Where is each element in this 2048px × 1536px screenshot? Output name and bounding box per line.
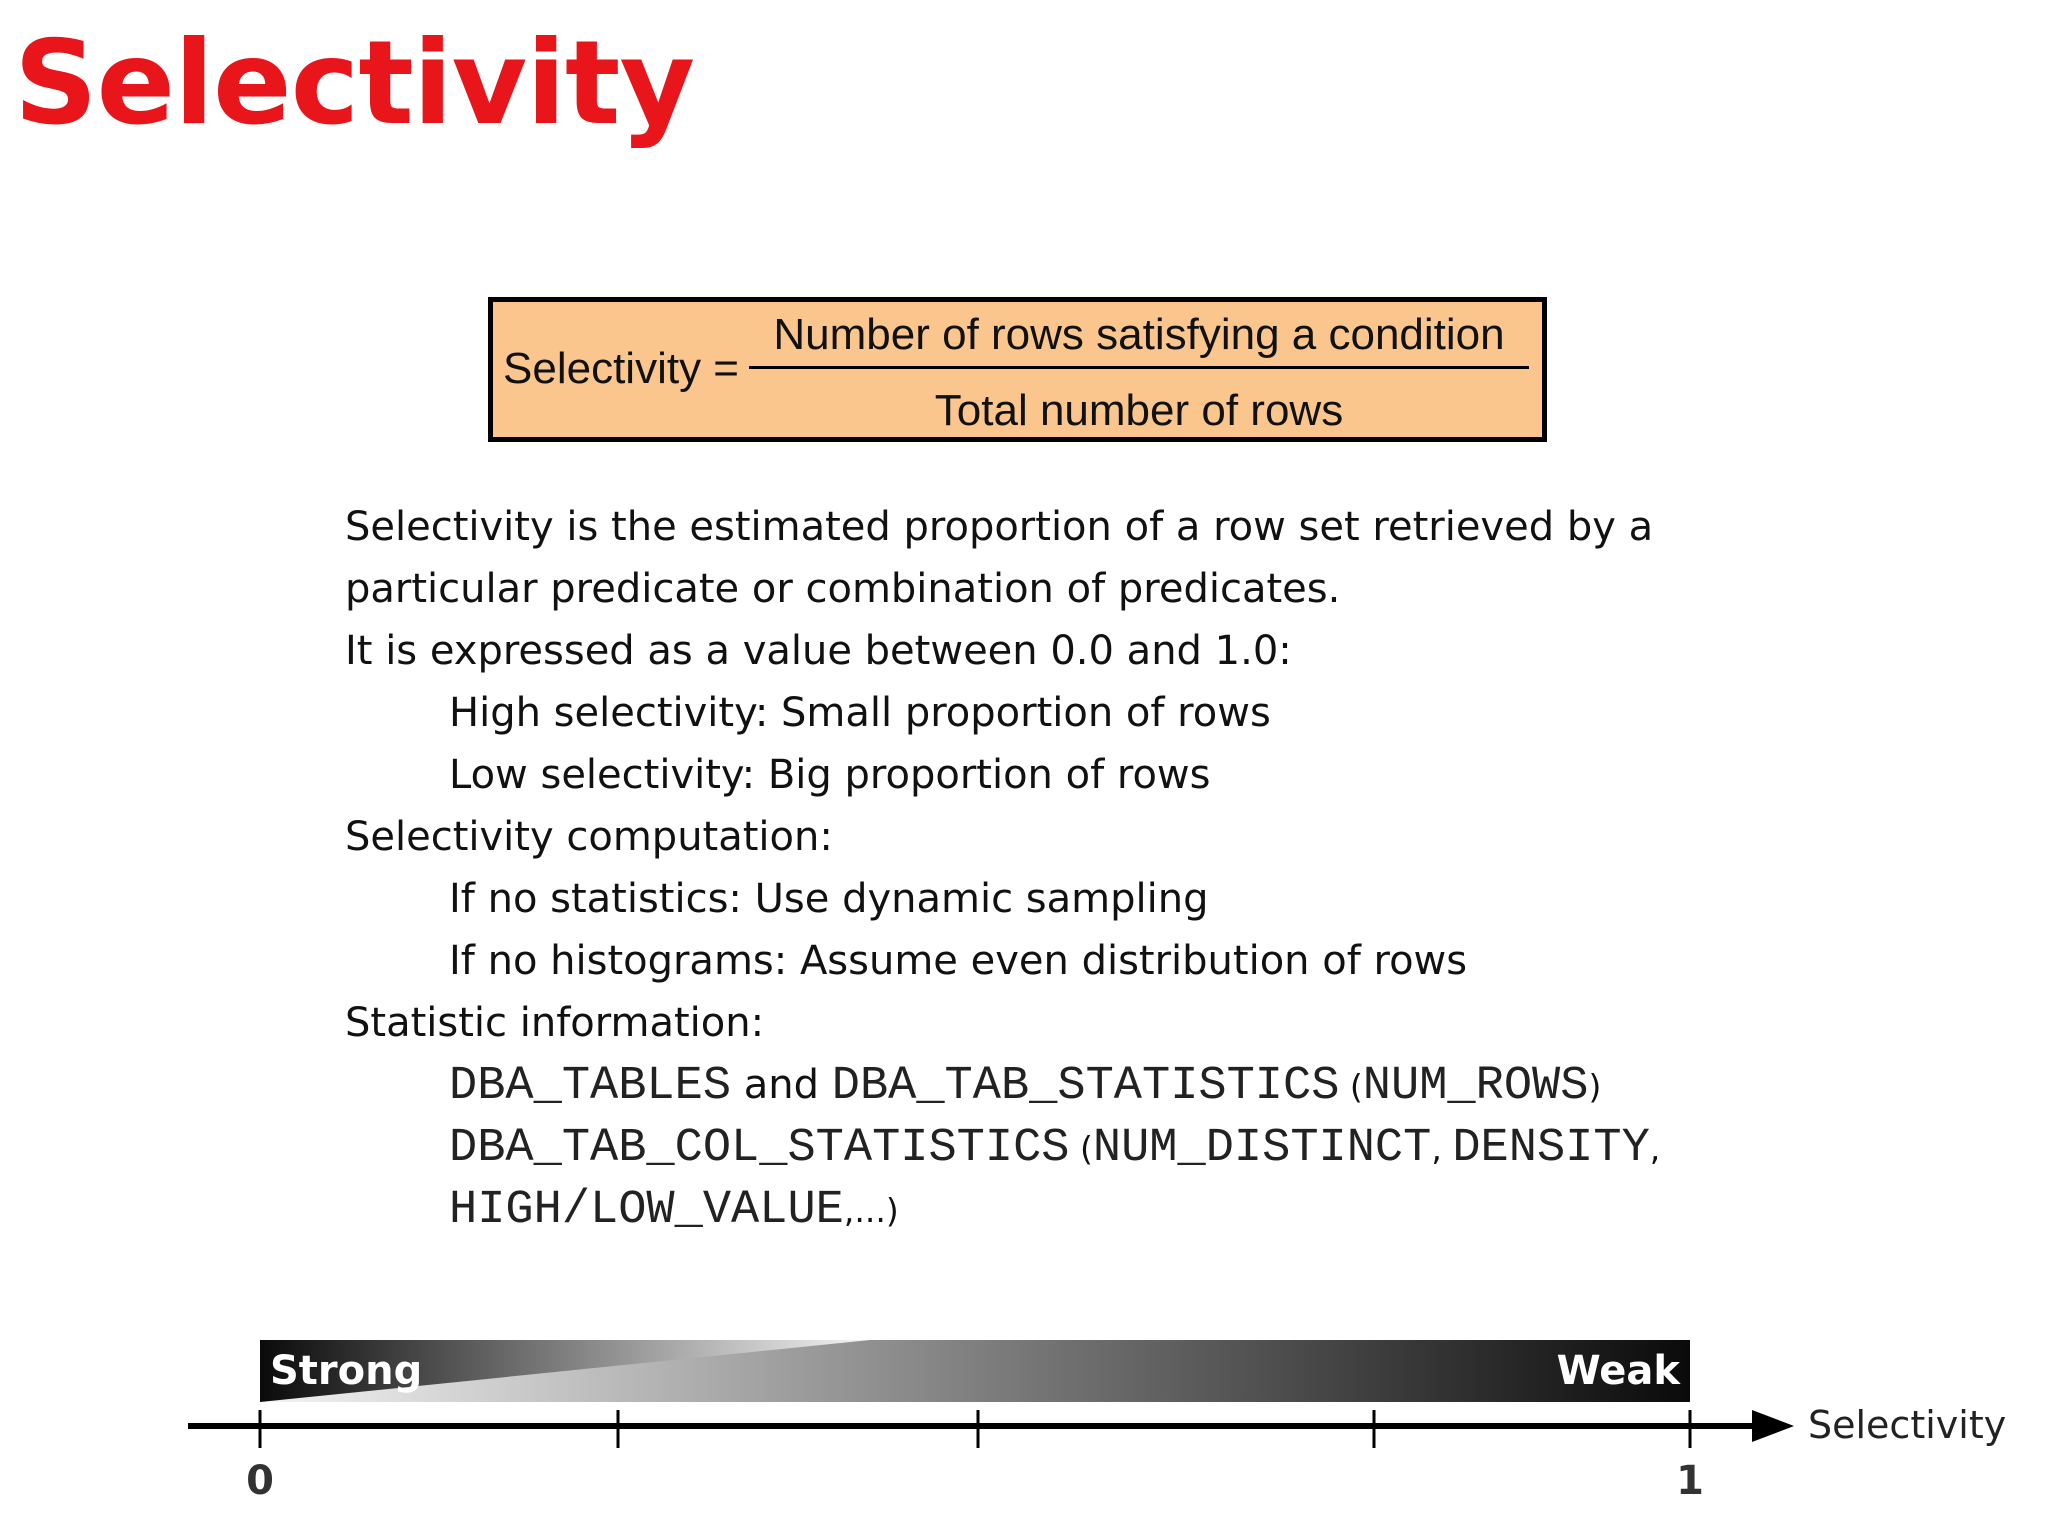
- paren-close: ): [1588, 1067, 1602, 1106]
- stats-line-2: [345, 1116, 2025, 1178]
- paren-open: (: [1339, 1067, 1363, 1106]
- computation-heading: Selectivity computation:: [345, 814, 833, 860]
- high-low-value: HIGH/LOW_VALUE: [449, 1184, 844, 1237]
- density: DENSITY: [1452, 1122, 1650, 1175]
- formula-denominator: Total number of rows: [934, 386, 1344, 435]
- ellipsis: ,...): [843, 1191, 899, 1230]
- axis-min-label: 0: [246, 1458, 274, 1504]
- formula-numerator: Number of rows satisfying a condition: [773, 310, 1505, 359]
- definition-line-1: Selectivity is the estimated proportion of a row set retrieved by a: [345, 504, 1654, 550]
- paren-open: (: [1069, 1129, 1093, 1168]
- stats-line-1: [345, 1054, 2025, 1116]
- range-heading: It is expressed as a value between 0.0 and 1.0:: [345, 628, 1292, 674]
- weak-label: Weak: [1556, 1348, 1680, 1394]
- low-selectivity-item: Low selectivity: Big proportion of rows: [449, 752, 1211, 798]
- trailing-comma: ,: [1649, 1129, 1661, 1168]
- formula-lhs: Selectivity =: [503, 344, 739, 393]
- and-word: and: [731, 1062, 832, 1108]
- axis-arrowhead: [1752, 1410, 1794, 1442]
- dba-tables: DBA_TABLES: [449, 1060, 732, 1113]
- high-selectivity-item: High selectivity: Small proportion of rows: [449, 690, 1271, 736]
- selectivity-scale: [0, 1330, 2048, 1520]
- stats-line-3: [345, 1178, 2025, 1240]
- axis-max-label: 1: [1676, 1458, 1704, 1504]
- selectivity-formula: [488, 297, 1547, 442]
- dba-tab-statistics: DBA_TAB_STATISTICS: [831, 1060, 1340, 1113]
- strong-label: Strong: [270, 1348, 423, 1394]
- fraction-bar: [749, 366, 1529, 369]
- axis-title: Selectivity: [1808, 1403, 2007, 1447]
- num-distinct: NUM_DISTINCT: [1092, 1122, 1432, 1175]
- separator: ,: [1431, 1129, 1453, 1168]
- statistic-info-heading: Statistic information:: [345, 1000, 765, 1046]
- body-text: [345, 496, 2025, 1240]
- dba-tab-col-statistics: DBA_TAB_COL_STATISTICS: [449, 1122, 1070, 1175]
- no-statistics-item: If no statistics: Use dynamic sampling: [449, 876, 1209, 922]
- num-rows: NUM_ROWS: [1362, 1060, 1589, 1113]
- no-histograms-item: If no histograms: Assume even distribution of rows: [449, 938, 1468, 984]
- page-title: Selectivity: [14, 16, 695, 151]
- definition-line-2: particular predicate or combination of predicates.: [345, 566, 1341, 612]
